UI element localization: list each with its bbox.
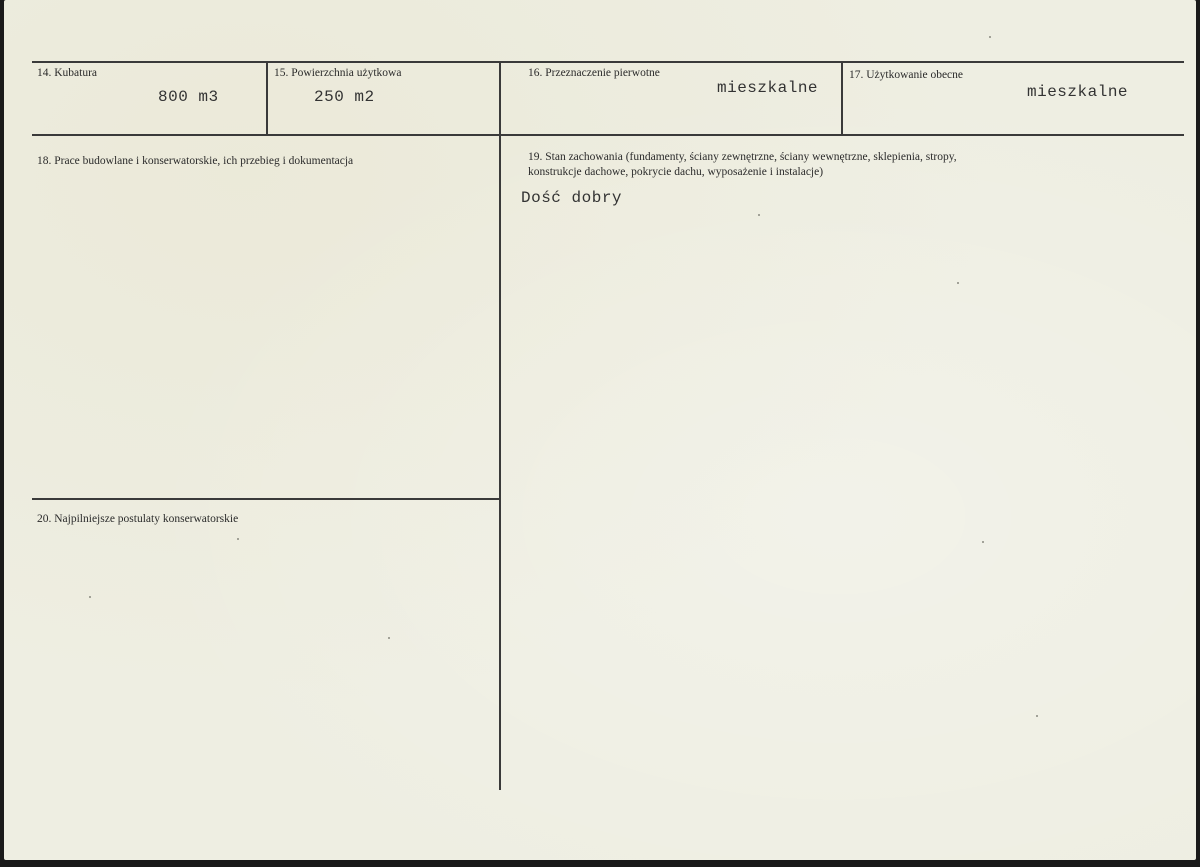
rule-f18-bottom [32,498,500,500]
paper-speck [237,538,239,540]
field-19-label-line2: konstrukcje dachowe, pokrycie dachu, wyposażenie i instalacje) [528,166,824,178]
paper-speck [989,36,991,38]
field-20-label: 20. Najpilniejsze postulaty konserwatorskie [37,513,239,525]
divider-14-15 [266,61,268,135]
paper-speck [957,282,959,284]
field-17-value: mieszkalne [1027,83,1129,101]
field-14-label: 14. Kubatura [37,67,98,79]
field-17-label: 17. Użytkowanie obecne [849,69,964,81]
divider-15-16 [499,61,501,135]
field-16-label: 16. Przeznaczenie pierwotne [528,67,660,79]
record-card [4,0,1196,860]
paper-speck [758,214,760,216]
divider-16-17 [841,61,843,135]
field-19-value: Dość dobry [521,189,623,207]
field-16-value: mieszkalne [717,79,819,97]
rule-row1-bottom [32,134,1184,136]
field-18-label: 18. Prace budowlane i konserwatorskie, ich przebieg i dokumentacja [37,155,354,167]
divider-main [499,136,501,790]
field-14-value: 800 m3 [158,88,219,106]
field-15-value: 250 m2 [314,88,375,106]
paper-speck [89,596,91,598]
field-15-label: 15. Powierzchnia użytkowa [274,67,402,79]
paper-speck [388,637,390,639]
field-19-label-line1: 19. Stan zachowania (fundamenty, ściany zewnętrzne, ściany wewnętrzne, sklepienia, stropy, [528,151,957,163]
paper-speck [1036,715,1038,717]
paper-speck [982,541,984,543]
rule-top [32,61,1184,63]
